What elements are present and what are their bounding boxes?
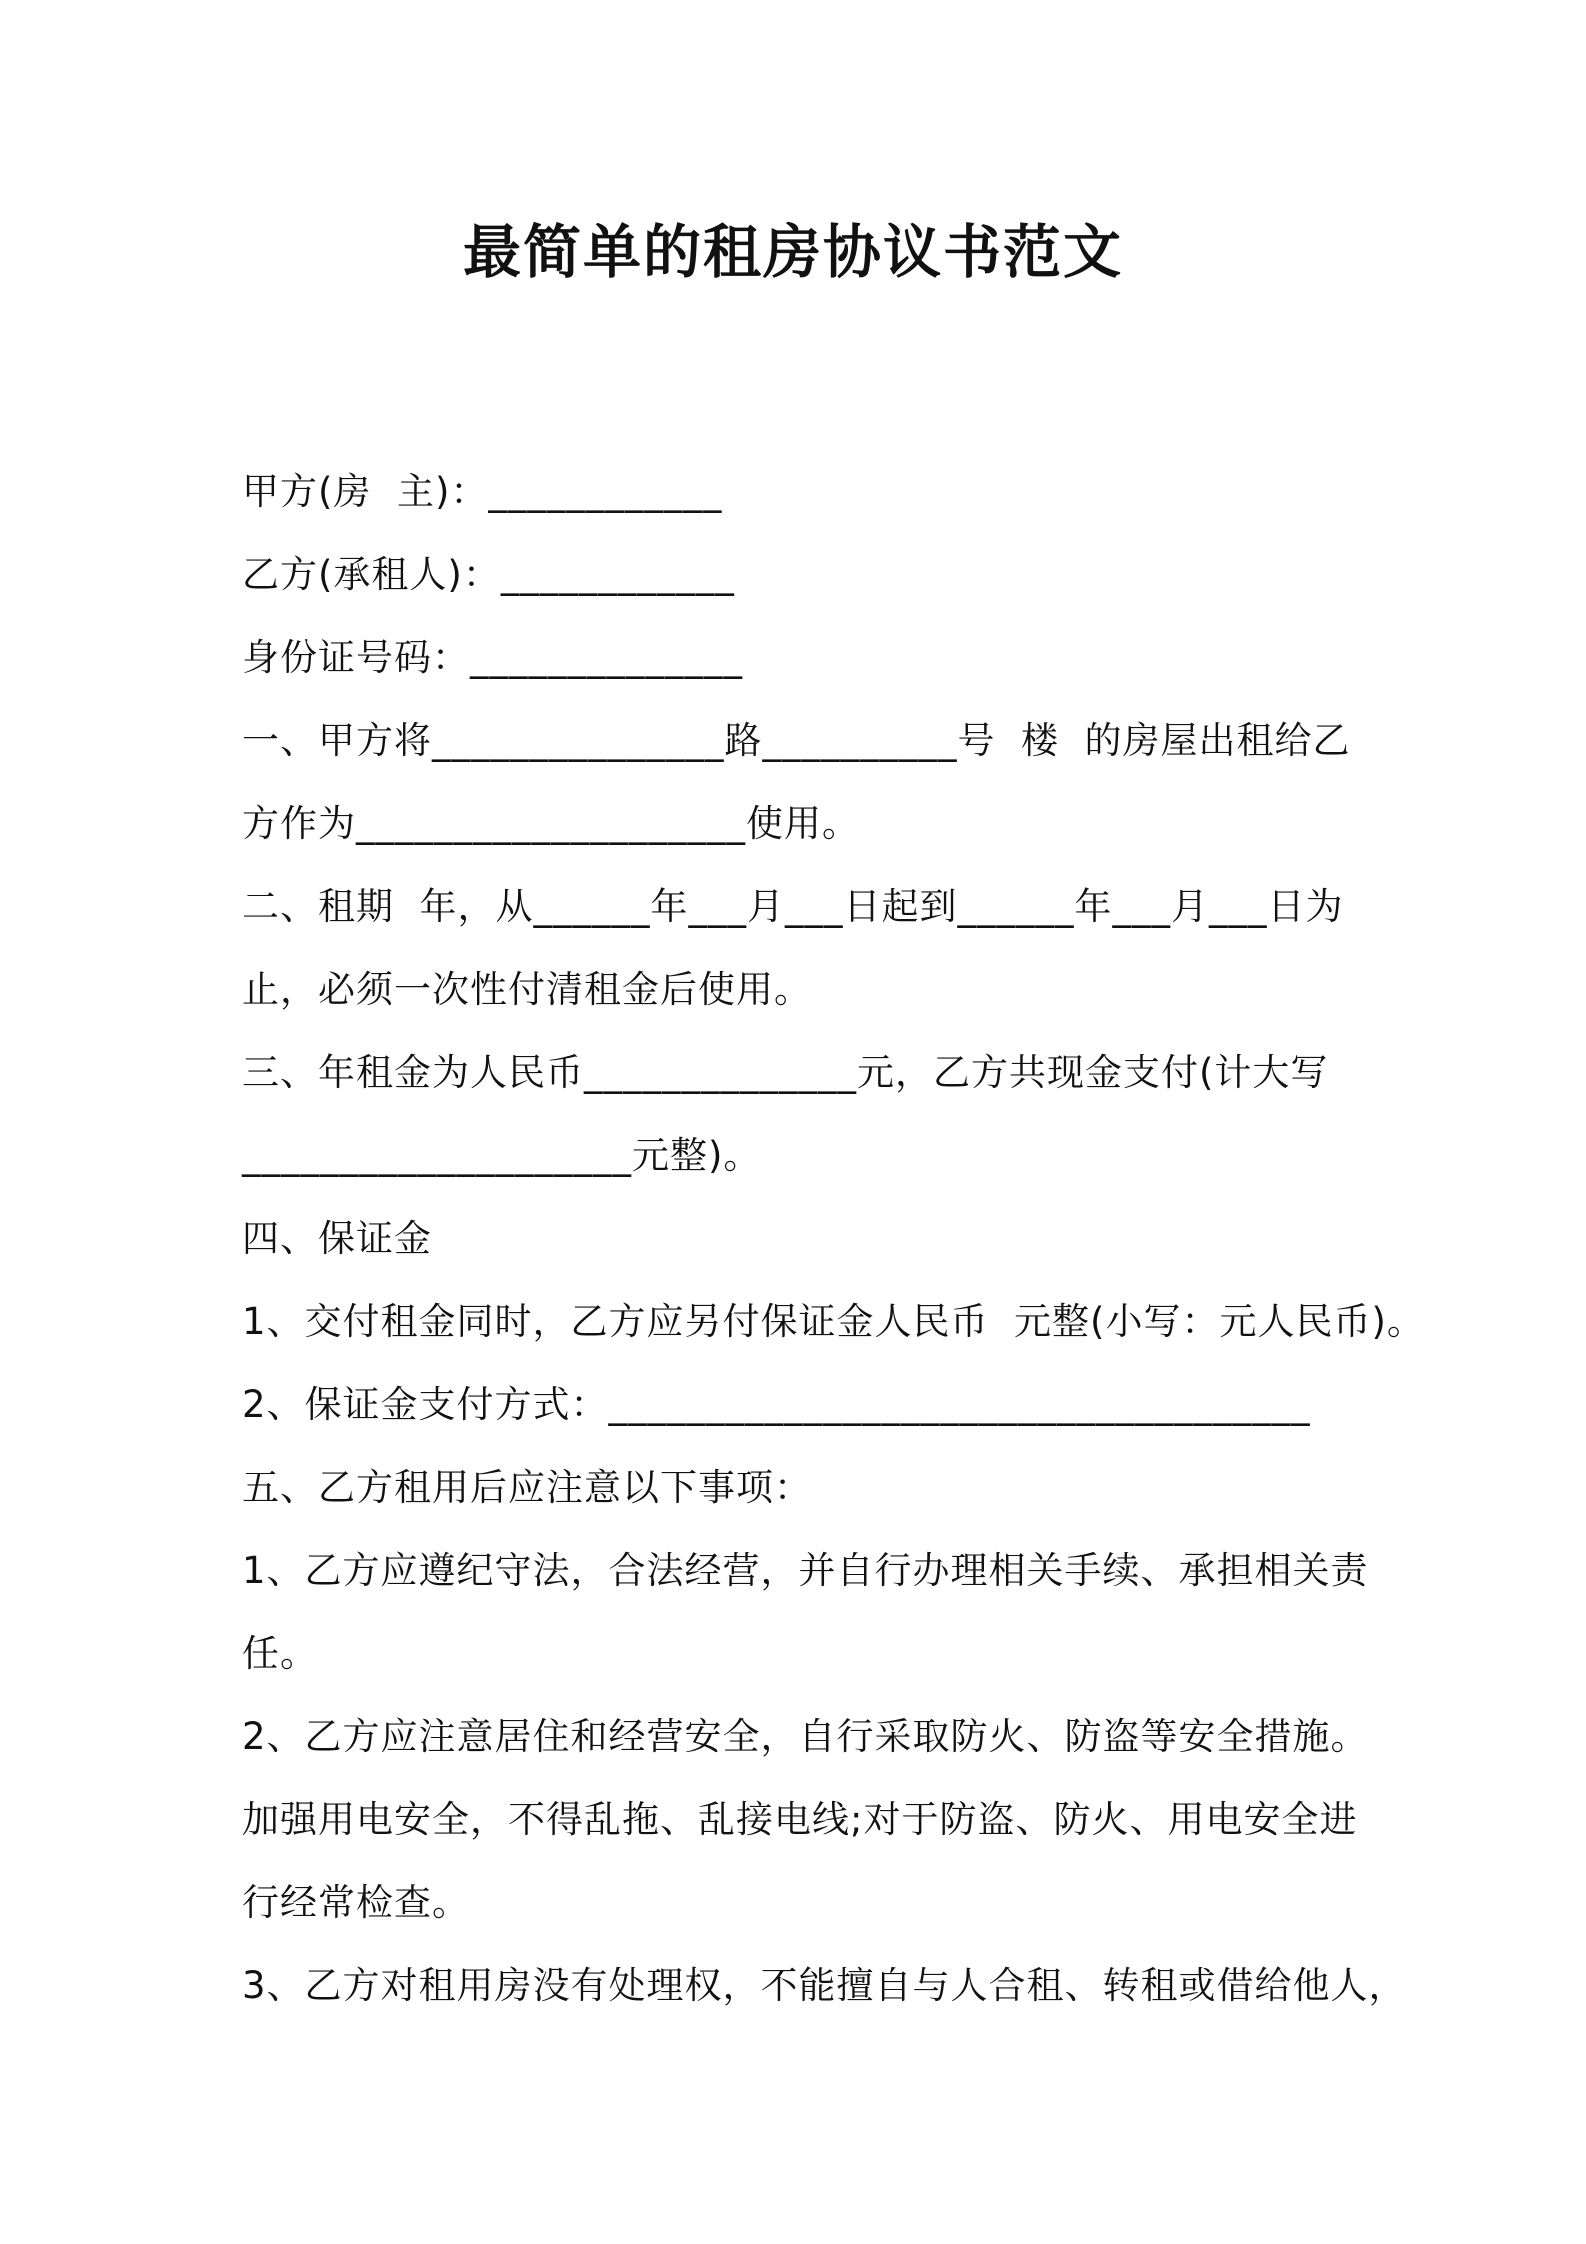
clause-4-heading: 四、保证金 — [242, 1217, 432, 1260]
clause-2-line-2: 止，必须一次性付清租金后使用。 — [242, 968, 812, 1011]
clause-3-line-1: 三、年租金为人民币______________元，乙方共现金支付(计大写 — [242, 1051, 1329, 1094]
clause-5-item-1-line-2: 任。 — [242, 1632, 318, 1675]
clause-5-item-1-line-1: 1、乙方应遵纪守法，合法经营，并自行办理相关手续、承担相关责 — [242, 1549, 1369, 1592]
clause-1-line-2: 方作为____________________使用。 — [242, 802, 860, 845]
clause-3-line-2: ____________________元整)。 — [242, 1134, 762, 1177]
clause-4-item-2: 2、保证金支付方式：____________________________________ — [242, 1383, 1311, 1426]
clause-2-line-1: 二、租期 年，从______年___月___日起到______年___月___日为 — [242, 885, 1344, 928]
party-a-line: 甲方(房 主)：____________ — [242, 470, 723, 513]
party-b-line: 乙方(承租人)：____________ — [242, 553, 735, 596]
clause-5-item-2-line-3: 行经常检查。 — [242, 1881, 470, 1924]
clause-5-item-3-line-1: 3、乙方对租用房没有处理权，不能擅自与人合租、转租或借给他人， — [242, 1964, 1407, 2007]
clause-4-item-1: 1、交付租金同时，乙方应另付保证金人民币 元整(小写：元人民币)。 — [242, 1300, 1425, 1343]
id-number-line: 身份证号码：______________ — [242, 636, 743, 679]
clause-1-line-1: 一、甲方将_______________路__________号 楼 的房屋出租给乙 — [242, 719, 1351, 762]
clause-5-heading: 五、乙方租用后应注意以下事项： — [242, 1466, 812, 1509]
clause-5-item-2-line-1: 2、乙方应注意居住和经营安全，自行采取防火、防盗等安全措施。 — [242, 1715, 1369, 1758]
document-body — [242, 450, 1425, 2027]
clause-5-item-2-line-2: 加强用电安全，不得乱拖、乱接电线;对于防盗、防火、用电安全进 — [242, 1798, 1358, 1841]
document-title: 最简单的租房协议书范文 — [462, 218, 1123, 286]
